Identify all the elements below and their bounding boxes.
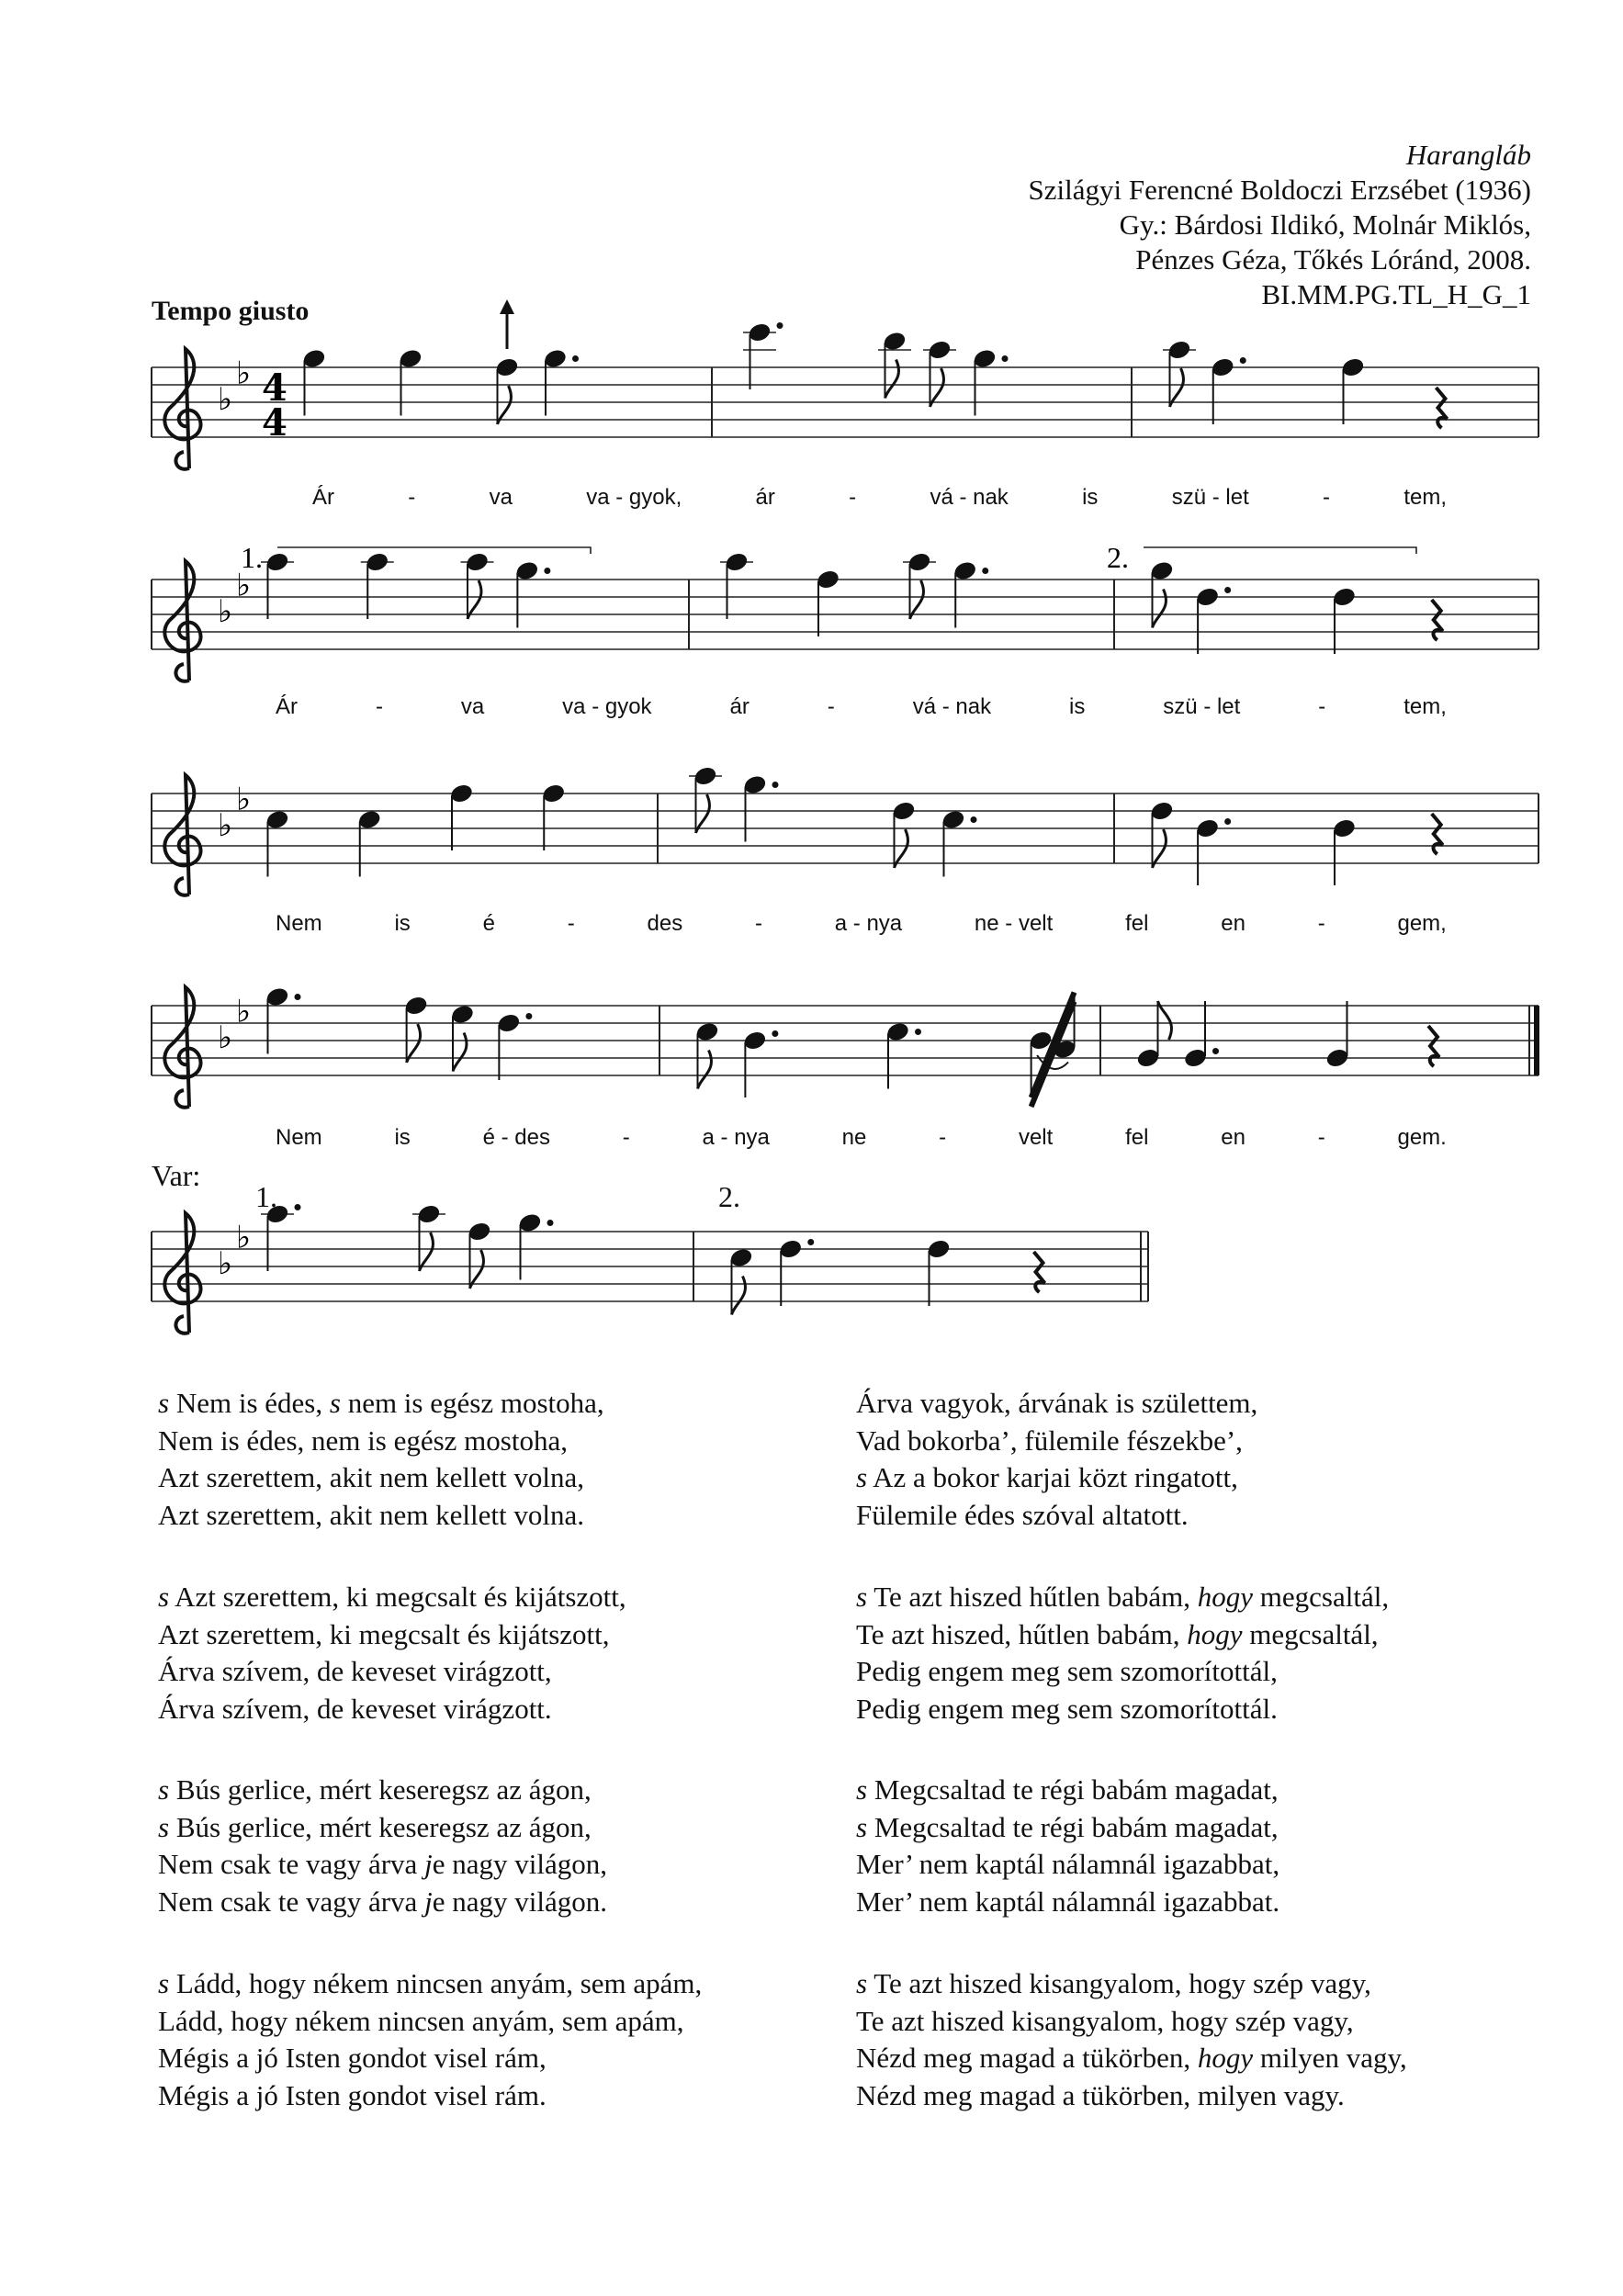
stanza-line: [856, 1459, 1257, 1497]
text-segment: Te azt hiszed, hűtlen babám,: [856, 1617, 1188, 1650]
text-segment: Megcsaltad te régi babám magadat,: [867, 1773, 1279, 1806]
stanza-line: [856, 1616, 1389, 1654]
dot: [777, 322, 783, 329]
stanza: [856, 1772, 1279, 1920]
eighth-flag: [696, 794, 710, 833]
lyric-syllable: -: [939, 1125, 947, 1150]
lyric-syllable: é - des: [482, 1125, 550, 1150]
eighth-flag: [453, 1033, 467, 1072]
lyric-syllable: é: [482, 911, 495, 936]
dot: [807, 1239, 814, 1245]
lyric-syllable: va: [460, 694, 485, 719]
volta-bracket: [1144, 547, 1416, 554]
stanza: [158, 1772, 607, 1920]
dot: [982, 568, 988, 574]
dot: [572, 355, 579, 362]
text-segment: megcsaltál,: [1242, 1617, 1379, 1650]
text-segment: Nem is édes,: [169, 1387, 330, 1419]
dot: [772, 1030, 778, 1037]
lyric-syllable: tem,: [1403, 694, 1447, 719]
text-segment: Azt szerettem, ki megcsalt és kijátszott,: [169, 1581, 626, 1613]
stanza-line: [856, 1385, 1257, 1423]
italic-insert: hogy: [1197, 2042, 1254, 2074]
stanza-line: [856, 1653, 1389, 1691]
stanza-line: [158, 1616, 626, 1654]
italic-insert: s: [158, 1967, 170, 1999]
flat-icon: ♭: [218, 1245, 233, 1282]
lyric-syllable: szü - let: [1163, 694, 1241, 719]
stanza-line: [856, 2040, 1407, 2077]
lyric-syllable: vá - nak: [912, 694, 992, 719]
text-segment: milyen vagy,: [1253, 2042, 1407, 2074]
stanza: [158, 1579, 626, 1728]
variant-label: Var:: [152, 1159, 201, 1192]
dot: [1240, 357, 1246, 364]
text-segment: Bús gerlice, mért keseregsz az ágon,: [169, 1810, 592, 1843]
text-segment: Mer’ nem kaptál nálamnál igazabbat.: [856, 1885, 1280, 1918]
eighth-flag: [885, 360, 899, 399]
time-signature-top: 4: [262, 366, 287, 410]
italic-insert: hogy: [1187, 1617, 1243, 1650]
lyric-syllable: -: [849, 485, 857, 510]
italic-insert: s: [856, 1967, 868, 1999]
lyric-syllable: szü - let: [1171, 485, 1249, 510]
text-segment: Nézd meg magad a tükörben, milyen vagy.: [856, 2078, 1345, 2111]
italic-insert: s: [158, 1810, 170, 1843]
eighth-flag: [407, 1024, 421, 1063]
eighth-flag: [930, 368, 944, 407]
flat-icon: ♭: [218, 807, 233, 844]
stanza: [856, 1965, 1407, 2114]
quarter-rest-icon: [1432, 814, 1443, 854]
stanza-line: [158, 1459, 604, 1497]
lyric-syllable: -: [1317, 1125, 1325, 1150]
stanza: [158, 1965, 702, 2114]
lyric-syllable: va: [489, 485, 513, 510]
stanza-line: [158, 1423, 604, 1460]
eighth-flag: [468, 580, 481, 619]
text-segment: Az a bokor karjai közt ringatott,: [867, 1461, 1238, 1493]
dot: [1224, 818, 1231, 825]
dot: [544, 568, 550, 574]
stanza-line: [856, 2077, 1407, 2115]
flat-icon: ♭: [236, 1219, 252, 1256]
stanza-line: [158, 2003, 702, 2041]
stanza: [856, 1579, 1389, 1728]
stanza-line: [856, 1809, 1279, 1847]
text-segment: megcsaltál,: [1253, 1581, 1390, 1613]
lyric-syllable: en: [1221, 1125, 1245, 1150]
lyric-syllable: a - nya: [834, 911, 903, 936]
dot: [295, 1204, 301, 1210]
text-segment: Azt szerettem, akit nem kellett volna,: [158, 1461, 584, 1493]
italic-insert: s: [329, 1387, 341, 1419]
lyric-syllable: gem,: [1397, 911, 1447, 936]
italic-insert: s: [158, 1387, 170, 1419]
text-segment: e nagy világon.: [432, 1885, 607, 1918]
lyric-syllable: des: [647, 911, 683, 936]
dot: [971, 816, 977, 823]
lyric-syllable: is: [394, 911, 411, 936]
flat-icon: ♭: [218, 593, 233, 630]
text-segment: Te azt hiszed kisangyalom, hogy szép vagy,: [856, 2004, 1354, 2037]
text-segment: Megcsaltad te régi babám magadat,: [867, 1810, 1279, 1843]
stanza-line: [856, 1497, 1257, 1535]
lyric-syllable: -: [1317, 911, 1325, 936]
lyric-syllable: fel: [1125, 1125, 1149, 1150]
flat-icon: ♭: [218, 381, 233, 418]
lyric-syllable: -: [1318, 694, 1326, 719]
lyric-syllable: -: [754, 911, 762, 936]
stanza-line: [158, 2077, 702, 2115]
lyric-syllable: Ár: [312, 485, 334, 510]
lyric-syllable: ár: [729, 694, 750, 719]
italic-insert: hogy: [1197, 1581, 1254, 1613]
lyric-syllable: Nem: [276, 1125, 322, 1150]
flat-icon: ♭: [218, 1019, 233, 1056]
quarter-rest-icon: [1432, 600, 1443, 640]
final-barline: [1534, 1006, 1539, 1075]
text-segment: Árva vagyok, árvának is születtem,: [856, 1387, 1258, 1419]
lyric-syllable: is: [1069, 694, 1086, 719]
flat-icon: ♭: [236, 993, 252, 1030]
stanza-line: [856, 1579, 1389, 1616]
song-title: Harangláb: [1405, 139, 1531, 171]
up-arrow-head-icon: [500, 299, 514, 314]
eighth-flag: [1158, 1001, 1172, 1040]
lyric-syllable: ne - velt: [974, 911, 1054, 936]
eighth-flag: [1170, 368, 1184, 407]
lyric-syllable: en: [1221, 911, 1245, 936]
stanza-line: [158, 1579, 626, 1616]
stanza-line: [158, 2040, 702, 2077]
text-segment: Azt szerettem, akit nem kellett volna.: [158, 1498, 584, 1531]
lyric-syllable: a - nya: [702, 1125, 770, 1150]
text-segment: Ládd, hogy nékem nincsen anyám, sem apám,: [169, 1967, 703, 1999]
lyric-syllable: tem,: [1403, 485, 1447, 510]
italic-insert: s: [856, 1810, 868, 1843]
dot: [915, 1029, 921, 1035]
stanza: [856, 1385, 1257, 1534]
dot: [1002, 355, 1009, 362]
volta-label: 1.: [241, 541, 263, 574]
lyric-syllable: ár: [755, 485, 775, 510]
text-segment: Nem csak te vagy árva: [158, 1885, 425, 1918]
text-segment: Fülemile édes szóval altatott.: [856, 1498, 1189, 1531]
italic-insert: s: [158, 1773, 170, 1806]
text-segment: e nagy világon,: [432, 1848, 607, 1880]
text-segment: Árva szívem, de keveset virágzott,: [158, 1655, 552, 1687]
quarter-rest-icon: [1034, 1252, 1045, 1292]
text-segment: Mégis a jó Isten gondot visel rám,: [158, 2042, 547, 2074]
lyric-syllable: is: [394, 1125, 411, 1150]
stanza-line: [158, 1965, 702, 2003]
flat-icon: ♭: [236, 781, 252, 818]
lyric-syllable: va - gyok: [562, 694, 652, 719]
flat-icon: ♭: [236, 567, 252, 604]
italic-insert: j: [424, 1885, 433, 1918]
stanza-line: [158, 1772, 607, 1809]
stanza-line: [856, 2003, 1407, 2041]
text-segment: Ládd, hogy nékem nincsen anyám, sem apám,: [158, 2004, 684, 2037]
text-segment: Mégis a jó Isten gondot visel rám.: [158, 2078, 547, 2111]
flat-icon: ♭: [236, 355, 252, 392]
lyric-syllable: -: [408, 485, 416, 510]
lyric-syllable: fel: [1125, 911, 1149, 936]
lyric-syllable: velt: [1018, 1125, 1054, 1150]
staff-system: [0, 1103, 1623, 1379]
text-segment: Pedig engem meg sem szomorítottál,: [856, 1655, 1278, 1687]
stanza-line: [856, 1423, 1257, 1460]
eighth-flag: [1153, 590, 1167, 628]
dot: [772, 782, 779, 788]
stanza-line: [158, 1385, 604, 1423]
stanza-line: [856, 1772, 1279, 1809]
lyric-syllable: Ár: [276, 694, 298, 719]
stanza-line: [158, 1653, 626, 1691]
text-segment: Mer’ nem kaptál nálamnál igazabbat,: [856, 1848, 1280, 1880]
lyric-syllable: -: [622, 1125, 630, 1150]
lyric-syllable: Nem: [276, 911, 322, 936]
eighth-flag: [420, 1232, 434, 1271]
lyric-syllable: vá - nak: [930, 485, 1009, 510]
text-segment: Nem csak te vagy árva: [158, 1848, 425, 1880]
eighth-flag: [1153, 829, 1167, 868]
dot: [1212, 1048, 1219, 1054]
text-segment: Te azt hiszed hűtlen babám,: [867, 1581, 1198, 1613]
dot: [1224, 587, 1231, 593]
lyric-syllable: is: [1082, 485, 1099, 510]
eighth-flag: [895, 829, 908, 868]
quarter-rest-icon: [1428, 1026, 1439, 1066]
lyric-syllable: -: [375, 694, 383, 719]
lyric-syllable: va - gyok,: [586, 485, 682, 510]
lyric-syllable: gem.: [1397, 1125, 1447, 1150]
italic-insert: s: [856, 1581, 868, 1613]
text-segment: Árva szívem, de keveset virágzott.: [158, 1692, 552, 1725]
lyric-syllable: -: [567, 911, 575, 936]
italic-insert: s: [856, 1773, 868, 1806]
italic-insert: s: [856, 1461, 868, 1493]
italic-insert: j: [424, 1848, 433, 1880]
stanza-line: [856, 1965, 1407, 2003]
text-segment: Nem is édes, nem is egész mostoha,: [158, 1424, 568, 1457]
eighth-flag: [698, 1051, 712, 1089]
stanza-line: [158, 1846, 607, 1884]
text-segment: Azt szerettem, ki megcsalt és kijátszott,: [158, 1617, 610, 1650]
text-segment: Bús gerlice, mért keseregsz az ágon,: [169, 1773, 592, 1806]
ending-label: 2.: [718, 1180, 740, 1213]
dot: [295, 994, 301, 1000]
italic-insert: s: [158, 1581, 170, 1613]
collectors-line-2: Pénzes Géza, Tőkés Lóránd, 2008.: [1135, 243, 1531, 276]
quarter-rest-icon: [1437, 388, 1448, 428]
ending-label: 1.: [255, 1180, 277, 1213]
eighth-flag: [732, 1277, 746, 1315]
stanza-line: [856, 1846, 1279, 1884]
stanza-line: [158, 1809, 607, 1847]
volta-bracket: [277, 547, 591, 554]
text-segment: nem is egész mostoha,: [340, 1387, 604, 1419]
stanza: [158, 1385, 604, 1534]
eighth-flag: [470, 1250, 484, 1289]
text-segment: Nézd meg magad a tükörben,: [856, 2042, 1198, 2074]
stanza-line: [158, 1884, 607, 1921]
stanza-line: [158, 1691, 626, 1728]
lyric-syllable: -: [827, 694, 835, 719]
eighth-flag: [910, 580, 924, 619]
text-segment: Te azt hiszed kisangyalom, hogy szép vagy,: [867, 1967, 1371, 1999]
text-segment: Pedig engem meg sem szomorítottál.: [856, 1692, 1278, 1725]
time-signature-bottom: 4: [262, 401, 287, 445]
volta-label: 2.: [1107, 541, 1129, 574]
stanza-line: [158, 1497, 604, 1535]
catalog-id: BI.MM.PG.TL_H_G_1: [1261, 278, 1531, 310]
stanza-line: [856, 1691, 1389, 1728]
lyric-syllable: -: [1323, 485, 1331, 510]
stanza-line: [856, 1884, 1279, 1921]
text-segment: Vad bokorba’, fülemile fészekbe’,: [856, 1424, 1243, 1457]
tempo-marking: Tempo giusto: [152, 296, 310, 326]
eighth-flag: [498, 386, 512, 424]
performer-line: Szilágyi Ferencné Boldoczi Erzsébet (1936): [1028, 174, 1531, 206]
collectors-line: Gy.: Bárdosi Ildikó, Molnár Miklós,: [1119, 208, 1531, 241]
dot: [525, 1013, 532, 1019]
dot: [547, 1220, 554, 1226]
lyric-syllable: ne: [841, 1125, 867, 1150]
